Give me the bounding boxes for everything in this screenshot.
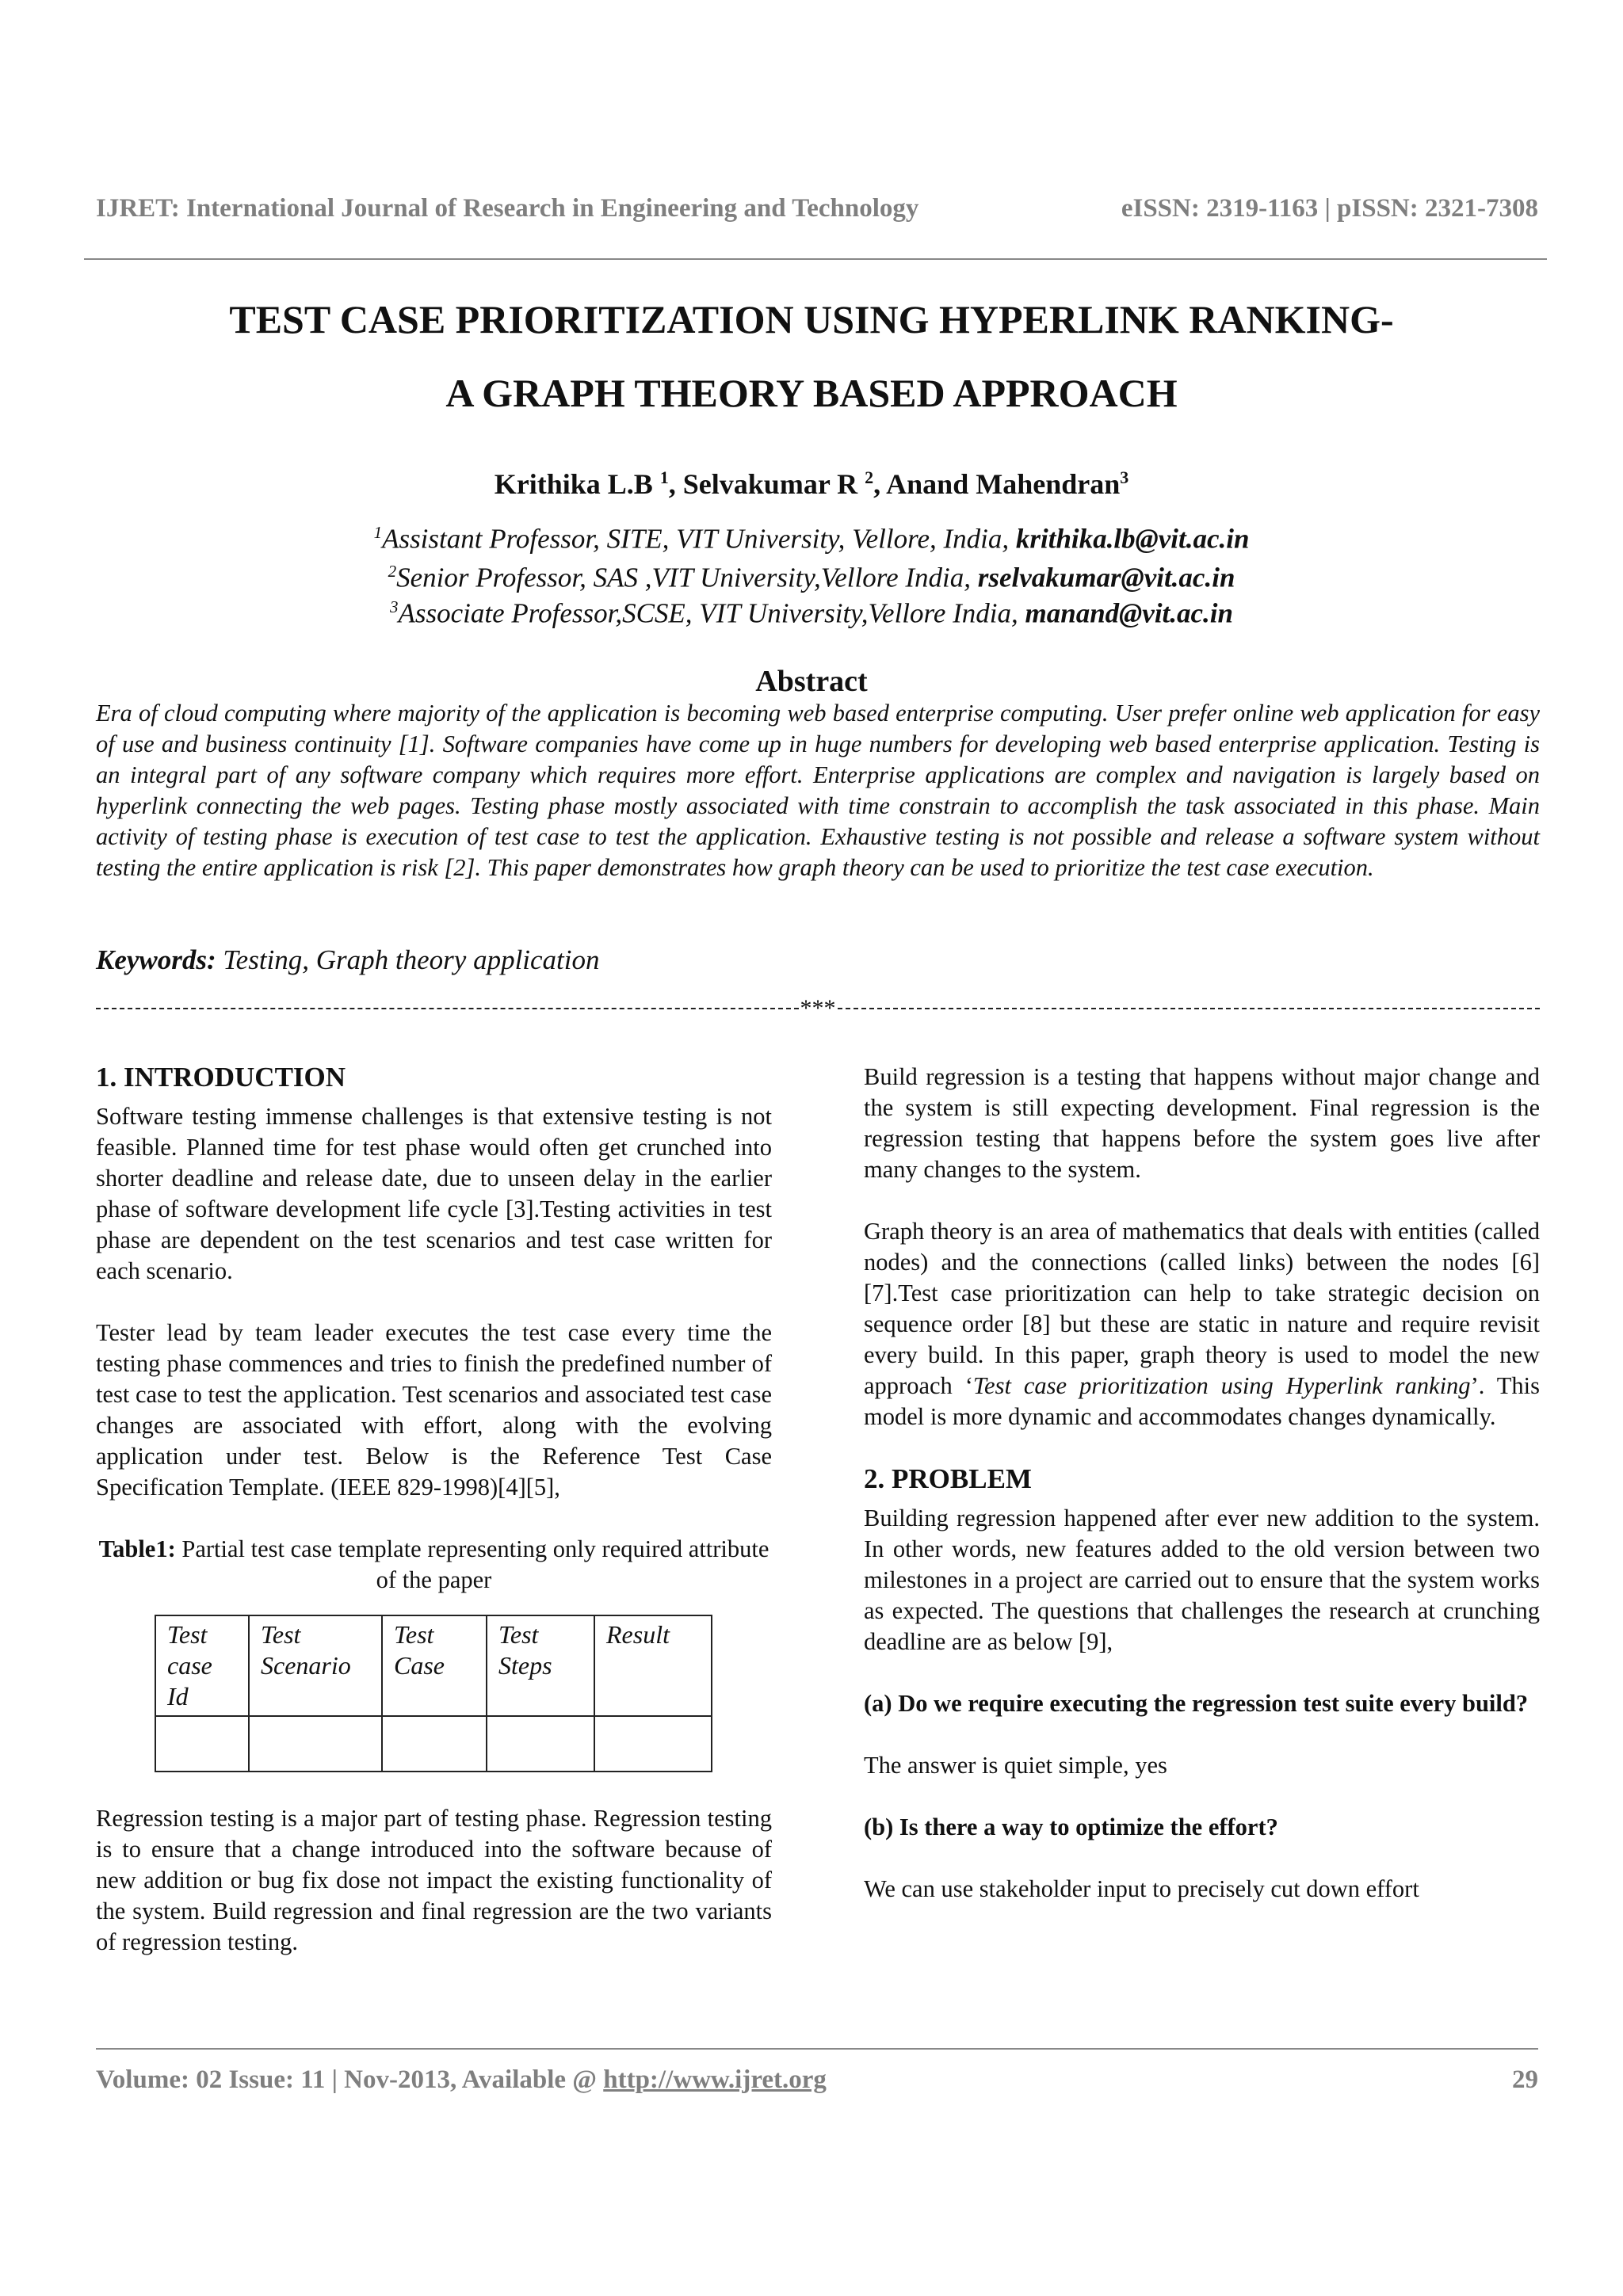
table-cell: [594, 1716, 712, 1772]
right-paragraph-1: Build regression is a testing that happens without major change and the system is still expecting development. Final regression is the regression testing that happens before the system goes live after many changes to the system.: [864, 1063, 1540, 1183]
question-b: (b) Is there a way to optimize the effort?: [864, 1814, 1278, 1840]
table-header-row: [155, 1615, 712, 1716]
table-caption-text: Partial test case template representing only required attribute of the paper: [175, 1535, 769, 1593]
test-case-template-table: [155, 1615, 712, 1772]
intro-paragraph-1: Software testing immense challenges is that extensive testing is not feasible. Planned time for test phase would often get crunched into shorter deadline and release date, due to unseen delay in the earlier phase of software development life cycle [3].Testing activities in test phase are dependent on the test scenarios and test case written for each scenario.: [96, 1103, 772, 1284]
affiliation-3: [0, 597, 1623, 630]
answer-b: We can use stakeholder input to precisely cut down effort: [864, 1875, 1419, 1902]
right-paragraph-2-a: Graph theory is an area of mathematics that deals with entities (called nodes) and the connections (called links) between the nodes [6][7].Test case prioritization can help to take strategic decision on sequence order [8] but these are static in nature and require revisit every build. In this paper, graph theory is used to model the new approach ‘: [864, 1218, 1540, 1399]
author-2: Selvakumar R: [682, 468, 858, 500]
author-1-sup: 1: [659, 467, 669, 487]
table-row: [155, 1716, 712, 1772]
right-paragraph-2-b: ’. This model is more dynamic and accommodates changes dynamically.: [864, 1372, 1540, 1430]
intro-paragraph-3: Regression testing is a major part of testing phase. Regression testing is to ensure that a change introduced into the software because of new addition or bug fix dose not impact the existing functionality of the system. Build regression and final regression are the two variants of regression testing.: [96, 1805, 772, 1955]
keywords-label: Keywords:: [96, 944, 216, 975]
table-header-cell: Test Case: [382, 1615, 487, 1716]
separator-dash-left: [96, 1008, 799, 1009]
affiliation-2-email[interactable]: rselvakumar@vit.ac.in: [977, 562, 1235, 593]
intro-paragraph-2: Tester lead by team leader executes the test case every time the testing phase commences and tries to finish the predefined number of test case to test the application. Test scenarios and associated test case changes are associated with effort, along with the evolving application under test. Below is the Reference Test Case Specification Template. (IEEE 829-1998)[4][5],: [96, 1319, 772, 1501]
right-column: [864, 1062, 1540, 1905]
table-cell: [249, 1716, 382, 1772]
journal-name: IJRET: International Journal of Research in Engineering and Technology: [96, 194, 919, 223]
author-sep-1: ,: [668, 468, 683, 500]
introduction-heading: 1. INTRODUCTION: [96, 1062, 346, 1093]
affiliation-3-sup: 3: [390, 597, 399, 616]
affiliation-2-text: Senior Professor, SAS ,VIT University,Vellore India,: [396, 562, 978, 593]
problem-paragraph: Building regression happened after ever new addition to the system. In other words, new features added to the old version between two milestones in a project are carried out to ensure that the system works as expected. The questions that challenges the research at crunching deadline are as below [9],: [864, 1505, 1540, 1655]
table-caption-label: Table1:: [98, 1535, 176, 1562]
question-a: (a) Do we require executing the regression test suite every build?: [864, 1690, 1529, 1717]
running-header: [96, 194, 1538, 223]
table-header-cell: Result: [594, 1615, 712, 1716]
keywords-text: Testing, Graph theory application: [216, 944, 600, 975]
abstract-heading: Abstract: [755, 665, 868, 698]
table-cell: [382, 1716, 487, 1772]
author-sep-2: ,: [873, 468, 887, 500]
affiliation-2-sup: 2: [388, 562, 397, 581]
affiliation-1: [0, 523, 1623, 555]
paper-title-line1: TEST CASE PRIORITIZATION USING HYPERLINK RANKING-: [229, 297, 1394, 341]
separator-stars: ***: [800, 995, 836, 1021]
header-rule: [84, 258, 1547, 260]
author-2-sup: 2: [865, 467, 874, 487]
author-3-sup: 3: [1120, 467, 1129, 487]
author-3: Anand Mahendran: [886, 468, 1121, 500]
footer-rule: [96, 2048, 1538, 2050]
table-cell: [487, 1716, 594, 1772]
authors-line: [0, 467, 1623, 501]
page-number: 29: [1512, 2065, 1538, 2094]
problem-heading: 2. PROBLEM: [864, 1463, 1032, 1494]
right-paragraph-2: [864, 1216, 1540, 1432]
separator-dash-right: [838, 1008, 1541, 1009]
keywords: [96, 944, 600, 976]
footer-text: Volume: 02 Issue: 11 | Nov-2013, Available @: [96, 2065, 604, 2094]
footer: [96, 2065, 1538, 2095]
table-cell: [155, 1716, 249, 1772]
affiliation-3-text: Associate Professor,SCSE, VIT University,Vellore India,: [398, 597, 1025, 629]
journal-issn: eISSN: 2319-1163 | pISSN: 2321-7308: [1121, 194, 1538, 223]
affiliation-3-email[interactable]: manand@vit.ac.in: [1025, 597, 1233, 629]
affiliation-1-email[interactable]: krithika.lb@vit.ac.in: [1015, 523, 1250, 555]
answer-a: The answer is quiet simple, yes: [864, 1752, 1167, 1779]
affiliation-1-text: Assistant Professor, SITE, VIT University, Vellore, India,: [382, 523, 1016, 555]
table-caption: [96, 1534, 772, 1596]
left-column: [96, 1062, 772, 1958]
table-header-cell: Test case Id: [155, 1615, 249, 1716]
table-header-cell: Test Steps: [487, 1615, 594, 1716]
affiliation-1-sup: 1: [373, 523, 383, 542]
author-1: Krithika L.B: [494, 468, 653, 500]
abstract-body: Era of cloud computing where majority of the application is becoming web based enterprise computing. User prefer online web application for easy of use and business continuity [1]. Software companies have come up in huge numbers for developing web based enterprise application. Testing is an integral part of any software company which requires more effort. Enterprise applications are complex and navigation is largely based on hyperlink connecting the web pages. Testing phase mostly associated with time constrain to accomplish the task associated in this phase. Main activity of testing phase is execution of test case to test the application. Exhaustive testing is not possible and release a software system without testing the entire application is risk [2]. This paper demonstrates how graph theory can be used to prioritize the test case execution.: [96, 700, 1540, 881]
paper-title-line2: A GRAPH THEORY BASED APPROACH: [445, 371, 1178, 415]
table-header-cell: Test Scenario: [249, 1615, 382, 1716]
affiliation-2: [0, 562, 1623, 594]
right-paragraph-2-italic: Test case prioritization using Hyperlink ranking: [972, 1372, 1471, 1399]
footer-link[interactable]: http://www.ijret.org: [603, 2065, 827, 2094]
section-separator: [96, 995, 1540, 1022]
